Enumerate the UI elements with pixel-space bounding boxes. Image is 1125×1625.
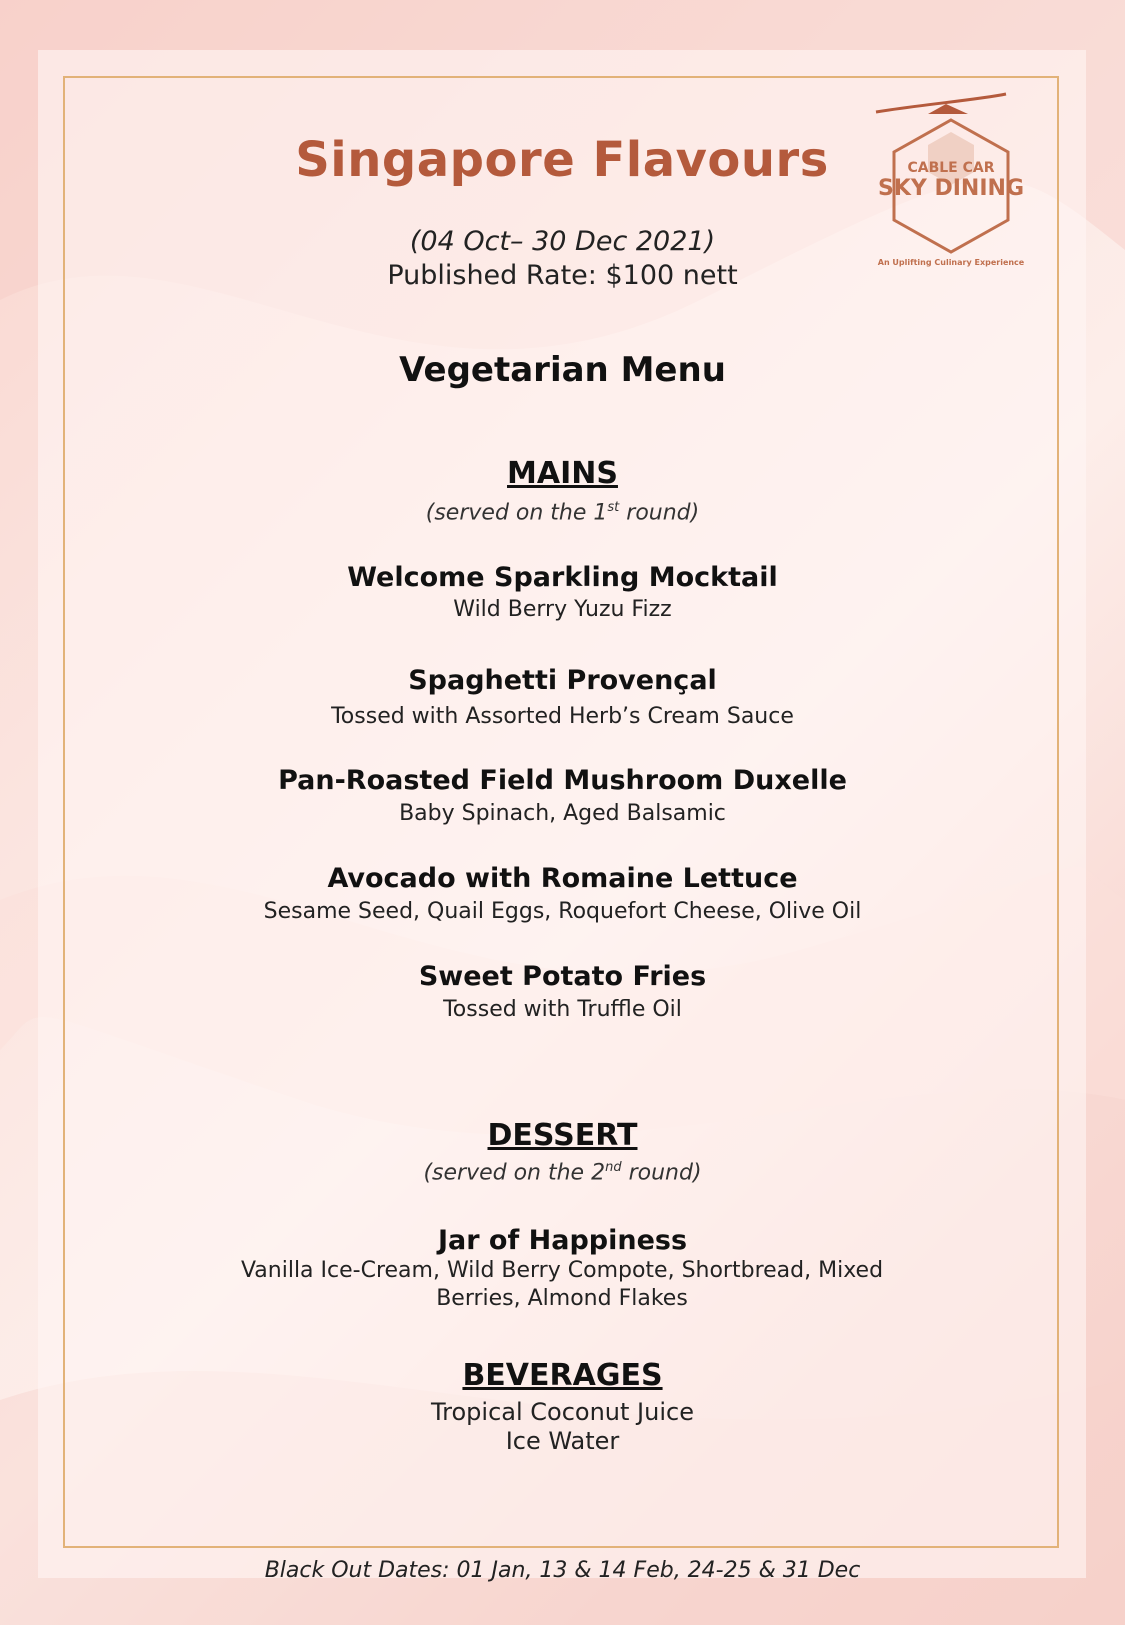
mains-served-note: (served on the 1st round)	[425, 500, 700, 526]
logo-line-2: SKY DINING	[878, 176, 1024, 201]
promo-dates: (04 Oct– 30 Dec 2021)	[409, 226, 716, 257]
dish-description: Wild Berry Yuzu Fizz	[453, 597, 672, 622]
published-rate: Published Rate: $100 nett	[387, 260, 738, 291]
beverage-item: Tropical Coconut Juice	[431, 1398, 694, 1426]
dish-name: Spaghetti Provençal	[408, 665, 717, 696]
dish-description: Tossed with Assorted Herb’s Cream Sauce	[331, 704, 794, 729]
dessert-heading: DESSERT	[487, 1118, 638, 1153]
beverages-heading: BEVERAGES	[462, 1358, 663, 1393]
dish-description: Vanilla Ice-Cream, Wild Berry Compote, Shortbread, Mixed Berries, Almond Flakes	[240, 1258, 884, 1311]
blackout-dates-footer: Black Out Dates: 01 Jan, 13 & 14 Feb, 24-25 & 31 Dec	[264, 1558, 861, 1583]
dish-name: Pan-Roasted Field Mushroom Duxelle	[278, 765, 847, 796]
logo-line-1: CABLE CAR	[907, 160, 995, 176]
dish-name: Avocado with Romaine Lettuce	[327, 863, 798, 894]
dish-name: Sweet Potato Fries	[418, 961, 707, 992]
dish-description: Tossed with Truffle Oil	[443, 997, 682, 1022]
dish-name: Welcome Sparkling Mocktail	[347, 562, 778, 593]
dish-name: Jar of Happiness	[437, 1225, 688, 1256]
dessert-served-note: (served on the 2nd round)	[423, 1160, 702, 1186]
dish-description: Baby Spinach, Aged Balsamic	[399, 801, 726, 826]
page-title: Singapore Flavours	[295, 132, 829, 188]
menu-title: Vegetarian Menu	[399, 350, 726, 390]
dish-description: Sesame Seed, Quail Eggs, Roquefort Cheese, Olive Oil	[263, 899, 862, 924]
logo-tagline: An Uplifting Culinary Experience	[877, 258, 1025, 267]
mains-heading: MAINS	[507, 456, 618, 491]
beverage-item: Ice Water	[505, 1427, 620, 1455]
